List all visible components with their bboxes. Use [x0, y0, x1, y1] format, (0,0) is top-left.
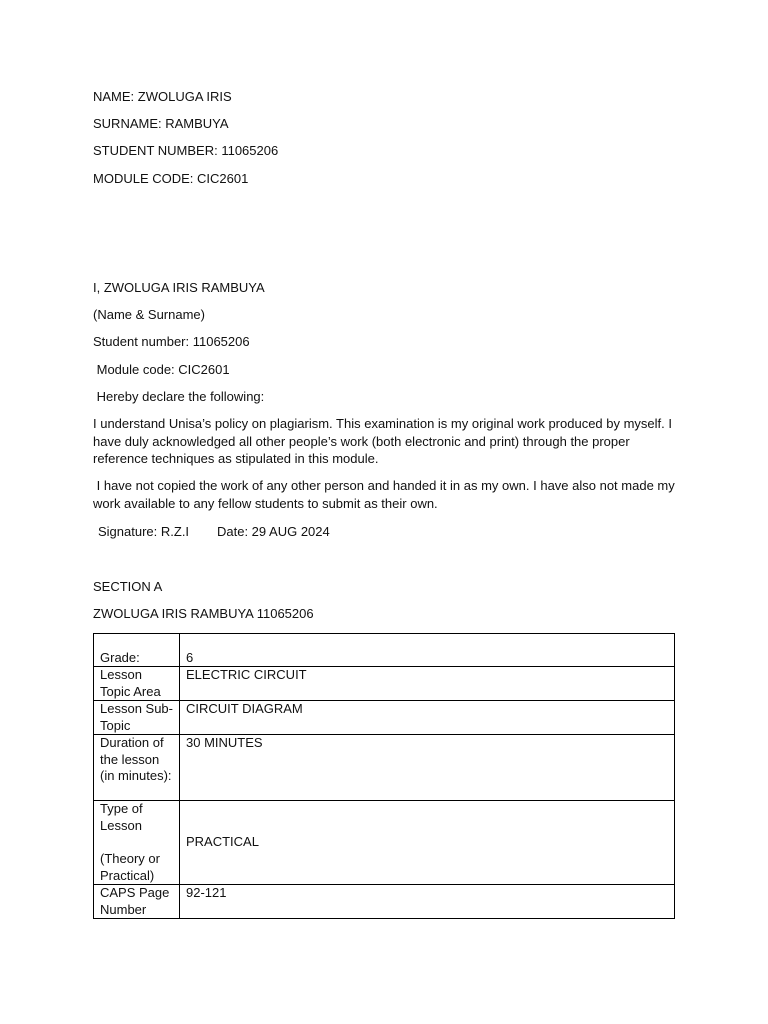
- signature: Signature: R.Z.I: [98, 524, 190, 539]
- type-label-hint: (Theory or Practical): [100, 851, 160, 883]
- student-number-line: STUDENT NUMBER: 11065206: [93, 143, 279, 158]
- type-label: Type of Lesson: [100, 801, 143, 833]
- type-value: PRACTICAL: [180, 801, 675, 885]
- subtopic-value: CIRCUIT DIAGRAM: [180, 701, 675, 735]
- lesson-plan-table: [93, 633, 675, 919]
- declaration-paragraph-copying: I have not copied the work of any other person and handed it in as my own. I have also not made my work available to any fellow students to submit as their own.: [93, 478, 679, 511]
- module-code-line: MODULE CODE: CIC2601: [93, 171, 249, 186]
- table-row-duration: [94, 735, 675, 801]
- table-row-caps: [94, 885, 675, 919]
- duration-value: 30 MINUTES: [180, 735, 675, 801]
- table-row-topic: [94, 667, 675, 701]
- signature-date: Date: 29 AUG 2024: [217, 524, 330, 539]
- declaration-module-code: Module code: CIC2601: [93, 362, 230, 377]
- topic-label: Lesson Topic Area: [94, 667, 180, 701]
- grade-value: 6: [180, 634, 675, 667]
- declaration-name-caption: (Name & Surname): [93, 307, 205, 322]
- type-label-cell: [94, 801, 180, 885]
- subtopic-label: Lesson Sub-Topic: [94, 701, 180, 735]
- name-line: NAME: ZWOLUGA IRIS: [93, 89, 232, 104]
- table-row-type: [94, 801, 675, 885]
- declaration-intro: Hereby declare the following:: [93, 389, 265, 404]
- table-row-subtopic: [94, 701, 675, 735]
- surname-line: SURNAME: RAMBUYA: [93, 116, 229, 131]
- declaration-name: I, ZWOLUGA IRIS RAMBUYA: [93, 280, 265, 295]
- section-student-line: ZWOLUGA IRIS RAMBUYA 11065206: [93, 606, 314, 621]
- duration-label: Duration of the lesson (in minutes):: [94, 735, 180, 801]
- declaration-student-number: Student number: 11065206: [93, 334, 250, 349]
- declaration-paragraph-plagiarism: I understand Unisa’s policy on plagiarism. This examination is my original work produced by myself. I have duly acknowledged all other people’s work (both electronic and print) through the proper reference techniques as stipulated in this module.: [93, 416, 673, 466]
- caps-value: 92-121: [180, 885, 675, 919]
- topic-value: ELECTRIC CIRCUIT: [180, 667, 675, 701]
- grade-label: Grade:: [94, 634, 180, 667]
- section-title: SECTION A: [93, 579, 163, 594]
- table-row-grade: [94, 634, 675, 667]
- caps-label: CAPS Page Number: [94, 885, 180, 919]
